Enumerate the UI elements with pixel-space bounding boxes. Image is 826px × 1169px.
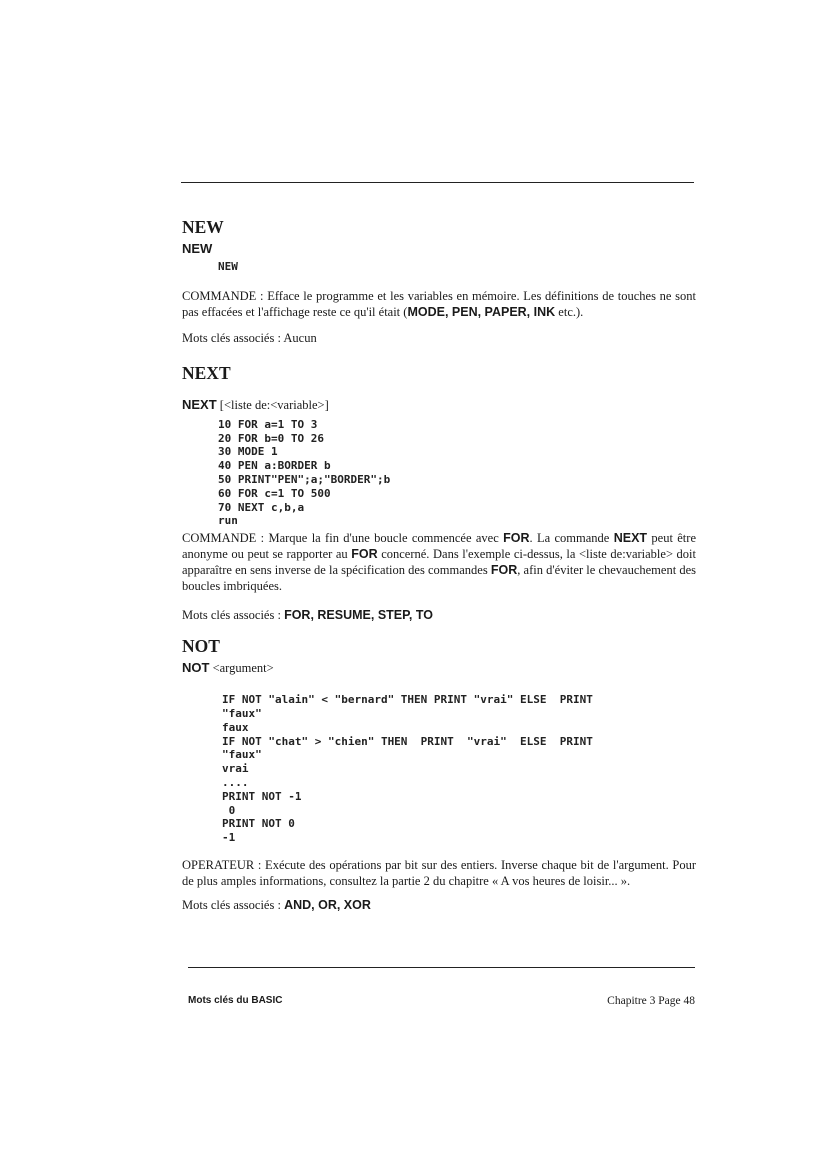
code-line: 50 PRINT"PEN";a;"BORDER";b — [218, 472, 391, 486]
top-rule — [181, 182, 694, 183]
related-label: Mots clés associés : — [182, 330, 284, 345]
code-line: vrai — [222, 762, 249, 776]
code-line: PRINT NOT 0 — [222, 817, 295, 831]
section-title-not: NOT — [182, 636, 220, 657]
desc-keyword: FOR — [503, 531, 530, 546]
syntax-argument: <argument> — [209, 661, 274, 676]
syntax-argument: [<liste de:<variable>] — [216, 397, 329, 412]
footer-book-title: Mots clés du BASIC — [188, 995, 283, 1006]
related-value: FOR, RESUME, STEP, TO — [284, 608, 433, 623]
desc-keyword: FOR — [351, 547, 378, 562]
code-line: 60 FOR c=1 TO 500 — [218, 486, 331, 500]
code-line: 0 — [222, 803, 236, 817]
code-line: IF NOT "chat" > "chien" THEN PRINT "vrai" ELSE PRINT — [222, 734, 593, 748]
desc-keyword: NEXT — [613, 531, 648, 546]
footer-page-number: Chapitre 3 Page 48 — [607, 995, 695, 1007]
code-block-new — [218, 260, 696, 274]
desc-text: peut être anonyme ou peut se rapporter au — [182, 531, 696, 562]
code-block-next — [218, 418, 696, 528]
desc-text: COMMANDE : Efface le programme et les variables en mémoire. Les définitions de touches ne sont pas effacées et l'affichage reste ce qu'il était ( — [182, 288, 696, 319]
desc-keywords: MODE, PEN, PAPER, INK — [407, 304, 556, 319]
related-not — [182, 897, 696, 913]
code-line: 20 FOR b=0 TO 26 — [218, 431, 324, 445]
syntax-keyword: NOT — [182, 660, 210, 676]
syntax-new: NEW — [182, 241, 213, 256]
code-line: "faux" — [222, 706, 262, 720]
code-line: NEW — [218, 260, 238, 273]
code-line: "faux" — [222, 748, 262, 762]
code-line: PRINT NOT -1 — [222, 789, 302, 803]
bottom-rule — [188, 967, 695, 968]
section-title-new: NEW — [182, 217, 224, 237]
section-title-next: NEXT — [182, 362, 231, 383]
related-label: Mots clés associés : — [182, 897, 285, 912]
code-line: 70 NEXT c,b,a — [218, 500, 305, 514]
desc-text: , afin d'éviter le chevauchement des boucles imbriquées. — [182, 563, 696, 594]
related-label: Mots clés associés : — [182, 608, 285, 623]
desc-text: COMMANDE : Marque la fin d'une boucle commencée avec — [182, 531, 504, 546]
desc-text: etc.). — [555, 304, 584, 319]
description-new — [182, 288, 696, 320]
desc-text: . La commande — [529, 531, 614, 546]
code-line: faux — [222, 720, 249, 734]
related-next — [182, 607, 696, 623]
code-line: -1 — [222, 831, 236, 845]
code-line: 10 FOR a=1 TO 3 — [218, 417, 318, 431]
desc-keyword: FOR — [490, 563, 518, 578]
syntax-not — [182, 659, 696, 677]
related-value: AND, OR, XOR — [284, 897, 371, 912]
related-value: Aucun — [283, 330, 317, 345]
syntax-keyword: NEXT — [182, 396, 217, 412]
code-block-not — [222, 693, 696, 845]
code-line: IF NOT "alain" < "bernard" THEN PRINT "vrai" ELSE PRINT — [222, 693, 593, 707]
desc-text: concerné. Dans l'exemple ci-dessus, la <liste de:variable> doit apparaître en sens inverse de la spécification des commandes — [182, 547, 697, 578]
page-content — [182, 212, 696, 913]
description-next — [182, 530, 696, 594]
code-line: 40 PEN a:BORDER b — [218, 459, 331, 473]
related-new — [182, 330, 696, 346]
code-line: 30 MODE 1 — [218, 445, 278, 459]
code-line: .... — [222, 775, 249, 789]
syntax-next — [182, 396, 696, 414]
code-line: run — [218, 514, 238, 528]
description-not: OPERATEUR : Exécute des opérations par bit sur des entiers. Inverse chaque bit de l'argument. Pour de plus amples informations, consultez la partie 2 du chapitre « A vos heures de loisir... ». — [182, 857, 696, 888]
